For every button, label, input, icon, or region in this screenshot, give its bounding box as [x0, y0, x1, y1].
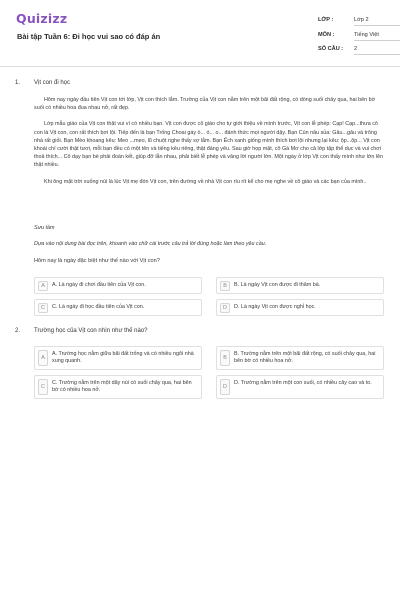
option-text: B. Trường nằm trên một bãi đất rộng, có suối chảy qua, hai bên bờ có nhiều hoa nở. [234, 351, 376, 365]
q1-option-d[interactable] [216, 299, 384, 316]
meta-grade-label: LỚP : [318, 17, 334, 23]
worksheet-header [0, 0, 400, 60]
option-text: C. Trường nằm trên một dãy núi có suối chảy qua, hai bên bờ có nhiều hoa nở. [52, 380, 192, 394]
passage-paragraph: Lớp mẫu giáo của Vịt con thật vui vì có nhiều bạn. Vịt con được cô giáo cho tự giới thiệu về mình trước, Vịt con lễ phép: Cạp! Cạp...thưa cô con là Vịt con, con rất thích bơi lội. Tiếp đến là bạn Trống Choai gáy ò... ó... o... đánh thức mọi người dậy. Bạn Cún nâu sủa: Gâu...gâu và trông nhà rất giỏi. Bạn Mèo khoang kêu: Meo ...meo, lũ chuột nghe thấy sợ lắm. Bạn Ếch xanh giống mình thích bơi lội nhưng lại kêu: ộp...ộp... Vịt con khoái chí cười thật tươi, mỗi bạn đều có một tên và tiếng kêu riêng, thật đáng yêu. Sau giờ họp mặt, cô Gà Mơ cho cả lớp tập thể dục và vui chơi thoả thích... Cô dạy bạn bè phải đoàn kết, giúp đỡ lẫn nhau, phải biết lễ phép và vâng lời người lớn. Một ngày ở lớp Vịt con thấy mình như lớn lên thật nhiều. [34, 121, 384, 169]
passage-paragraph: Khi ông mặt trời xuống núi là lúc Vịt mẹ đón Vịt con, trên đường về nhà Vịt con ríu rít kể cho mẹ nghe về cô giáo và các bạn của mình.. [44, 178, 367, 185]
header-divider [0, 66, 400, 67]
meta-subject-line [354, 40, 400, 41]
meta-grade-line [354, 25, 400, 26]
q2-option-a[interactable] [34, 346, 202, 370]
question-1-number: 1. [15, 80, 21, 86]
meta-count-label: SỐ CÂU : [318, 46, 344, 52]
option-text: C. Là ngày đi học đầu tiên của Vịt con. [52, 304, 145, 310]
option-text: D. Trường nằm trên một con suối, có nhiều cây cao và to. [234, 380, 372, 386]
option-letter-badge: D [220, 303, 230, 313]
option-text: A. Là ngày đi chơi đầu tiên của Vịt con. [52, 282, 146, 288]
q2-option-b[interactable] [216, 346, 384, 370]
option-letter-badge: D [220, 379, 230, 395]
meta-subject-label: MÔN : [318, 32, 335, 38]
meta-grade-value: Lớp 2 [354, 17, 369, 23]
worksheet-title: Bài tập Tuần 6: Đi học vui sao có đáp án [17, 32, 161, 41]
option-letter-badge: C [38, 379, 48, 395]
question-2-number: 2. [15, 328, 21, 334]
question-1-title: Vịt con đi học [34, 80, 71, 86]
option-text: D. Là ngày Vịt con được nghỉ học. [234, 304, 316, 310]
option-letter-badge: C [38, 303, 48, 313]
option-text: B. Là ngày Vịt con được đi thăm bà. [234, 282, 321, 288]
question-2-title: Trường học của Vịt con nhìn như thế nào? [34, 328, 148, 334]
option-letter-badge: A [38, 350, 48, 366]
option-text: A. Trường học nằm giữa bãi đất trống và có nhiều ngôi nhà xung quanh. [52, 351, 194, 365]
passage-paragraph: Hôm nay ngày đầu tiên Vịt con tới lớp, Vịt con thích lắm. Trường của Vịt con nằm trên một bãi đất rộng, có dòng suối chảy qua, hai bên bờ suối có nhiều hoa đua nhau nở, rất đẹp. [34, 97, 376, 112]
meta-count-value: 2 [354, 46, 358, 52]
q2-option-d[interactable] [216, 375, 384, 399]
q1-option-a[interactable] [34, 277, 202, 294]
question-1-prompt: Hôm nay là ngày đặc biệt như thế nào với Vịt con? [34, 258, 160, 264]
option-letter-badge: A [38, 281, 48, 291]
q1-option-b[interactable] [216, 277, 384, 294]
quizizz-logo: Quizizz [16, 11, 68, 26]
option-letter-badge: B [220, 350, 230, 366]
reading-passage [34, 96, 384, 186]
meta-count-line [354, 54, 400, 55]
passage-source: Sưu tầm [34, 225, 55, 231]
q1-option-c[interactable] [34, 299, 202, 316]
option-letter-badge: B [220, 281, 230, 291]
meta-subject-value: Tiếng Việt [354, 32, 379, 38]
instruction-text: Dựa vào nội dung bài đọc trên, khoanh vào chữ cái trước câu trả lời đúng hoặc làm theo yêu cầu. [34, 241, 267, 247]
q2-option-c[interactable] [34, 375, 202, 399]
